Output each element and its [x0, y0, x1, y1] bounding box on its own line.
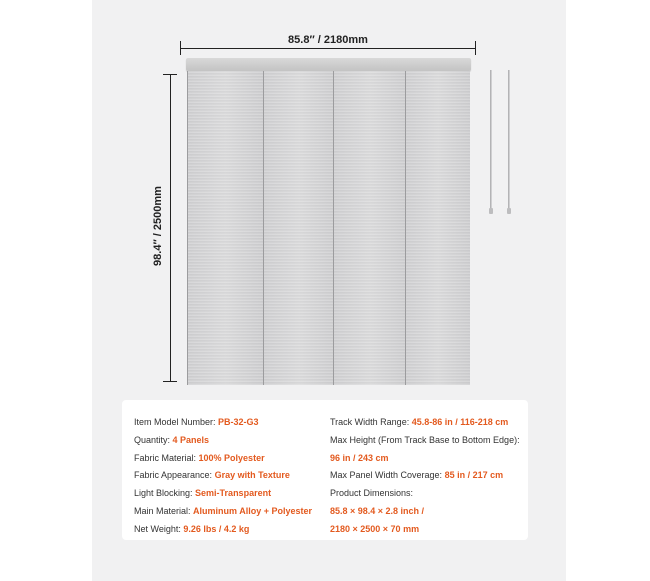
blind-panel-2 [263, 71, 335, 385]
spec-product-dimensions-inch: 85.8 × 98.4 × 2.8 inch / [330, 505, 425, 516]
blind-panel-3 [333, 71, 407, 385]
spec-max-height-label: Max Height (From Track Base to Bottom Edge): [330, 434, 520, 445]
spec-max-panel-width: Max Panel Width Coverage: 85 in / 217 cm [330, 470, 504, 481]
spec-main-material: Main Material: Aluminum Alloy + Polyester [134, 505, 312, 516]
spec-light-blocking: Light Blocking: Semi-Transparent [134, 488, 272, 499]
control-wand-2 [508, 70, 510, 210]
blind-panel-1 [187, 71, 263, 385]
spec-product-dimensions-mm: 2180 × 2500 × 70 mm [330, 523, 420, 534]
specifications-box [122, 400, 528, 540]
height-dimension-label: 98.4″ / 2500mm [152, 168, 164, 284]
spec-product-dimensions-label: Product Dimensions: [330, 488, 414, 499]
width-dimension-label: 85.8″ / 2180mm [230, 34, 426, 46]
headrail-track [186, 58, 471, 71]
spec-max-height-value: 96 in / 243 cm [330, 452, 389, 463]
specs-right-column [330, 414, 530, 539]
blind-panel-4 [405, 71, 470, 385]
control-wand-tip-1 [489, 208, 493, 214]
control-wand-tip-2 [507, 208, 511, 214]
spec-fabric-appearance: Fabric Appearance: Gray with Texture [134, 470, 290, 481]
spec-quantity: Quantity: 4 Panels [134, 434, 210, 445]
specs-left-column [134, 414, 334, 539]
spec-model-number: Item Model Number: PB-32-G3 [134, 417, 259, 427]
height-dimension-line [163, 74, 177, 382]
spec-fabric-material: Fabric Material: 100% Polyester [134, 452, 265, 463]
spec-track-width-range: Track Width Range: 45.8-86 in / 116-218 cm [330, 417, 509, 427]
control-wand-1 [490, 70, 492, 210]
spec-net-weight: Net Weight: 9.26 lbs / 4.2 kg [134, 523, 250, 534]
